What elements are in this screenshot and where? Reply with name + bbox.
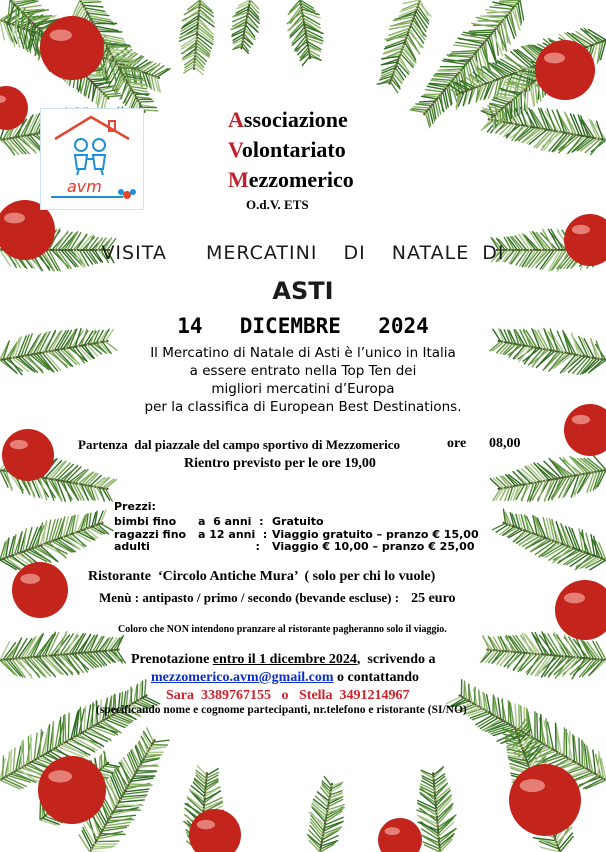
intro-line: per la classifica di European Best Destinations. [144,399,462,415]
red-ornament-icon [509,764,581,836]
departure-info [78,437,538,453]
intro-line: a essere entrato nella Top Ten dei [189,363,417,379]
red-ornament-icon [535,40,595,100]
association-line [228,137,346,163]
event-city: ASTI [272,277,334,305]
association-initial: M [228,167,249,192]
booking-after-deadline: , scrivendo a [356,652,436,667]
price-who: adulti [114,540,150,553]
menu-price: 25 euro [411,591,456,606]
booking-contacts: Sara 3389767155 o Stella 3491214967 [166,688,410,703]
departure-time: 08,00 [489,436,521,451]
association-word: ssociazione [243,107,348,132]
pine-branch [287,0,323,65]
booking-line [131,652,435,668]
booking-details: (specificando nome e cognome partecipanti, nr.telefono e ristorante (SI/NO) [96,704,467,716]
pine-branch [179,0,214,75]
association-legal-suffix: O.d.V. ETS [246,197,309,212]
price-age: a 12 anni : [198,528,268,541]
association-word: ezzomerico [248,167,354,192]
booking-email-link[interactable]: mezzomerico.avm@gmail.com [151,670,334,685]
booking-after-email: o contattando [333,670,420,685]
red-ornament-icon [555,580,606,640]
restaurant-line: Ristorante ‘Circolo Antiche Mura’ ( solo per chi lo vuole) [88,569,436,584]
booking-email-line [151,670,419,686]
price-value: Viaggio € 10,00 – pranzo € 25,00 [272,540,475,553]
event-date: 14 DICEMBRE 2024 [177,314,429,338]
pine-branch [0,632,125,678]
red-ornament-icon [38,756,106,824]
menu-courses: Menù : antipasto / primo / secondo (bevande escluse) : [99,590,400,605]
return-info: Rientro previsto per le ore 19,00 [184,456,376,471]
association-logo [40,108,144,210]
booking-deadline: entro il 1 dicembre 2024 [212,652,357,667]
logo-text: avm [67,177,102,196]
price-value: Gratuito [272,515,324,528]
pine-branch [231,0,259,53]
price-value: Viaggio gratuito – pranzo € 15,00 [272,528,479,541]
price-header: Prezzi: [114,500,156,513]
red-ornament-icon [40,16,104,80]
departure-ore-label: ore [447,436,467,451]
red-ornament-icon [189,809,241,852]
restaurant-note: Coloro che NON intendono pranzare al ristorante pagheranno solo il viaggio. [118,624,447,635]
intro-line: migliori mercatini d’Europa [211,381,395,397]
red-ornament-icon [378,818,422,852]
intro-line: Il Mercatino di Natale di Asti è l’unico in Italia [150,345,456,361]
pine-branch [377,0,431,93]
price-who: ragazzi fino [114,528,187,541]
pine-branch [417,767,456,852]
restaurant-menu [99,590,456,607]
association-line [228,107,348,133]
association-word: olontariato [241,137,346,162]
association-initial: A [228,107,244,132]
departure-place: Partenza dal piazzale del campo sportivo di Mezzomerico [78,437,401,452]
association-line [228,167,354,193]
red-ornament-icon [12,562,68,618]
pine-branch [490,456,606,501]
price-age: a 6 anni : [198,515,264,528]
event-intro [0,344,606,416]
pine-branch [308,777,345,852]
association-initial: V [228,137,242,162]
price-who: bimbi fino [114,515,177,528]
pine-branch [493,509,606,570]
red-ornament-icon [2,429,54,481]
pine-branch [0,510,113,570]
booking-prefix: Prenotazione [131,652,213,667]
event-title: VISITA MERCATINI DI NATALE DI [101,242,505,264]
price-age: : [198,540,260,553]
